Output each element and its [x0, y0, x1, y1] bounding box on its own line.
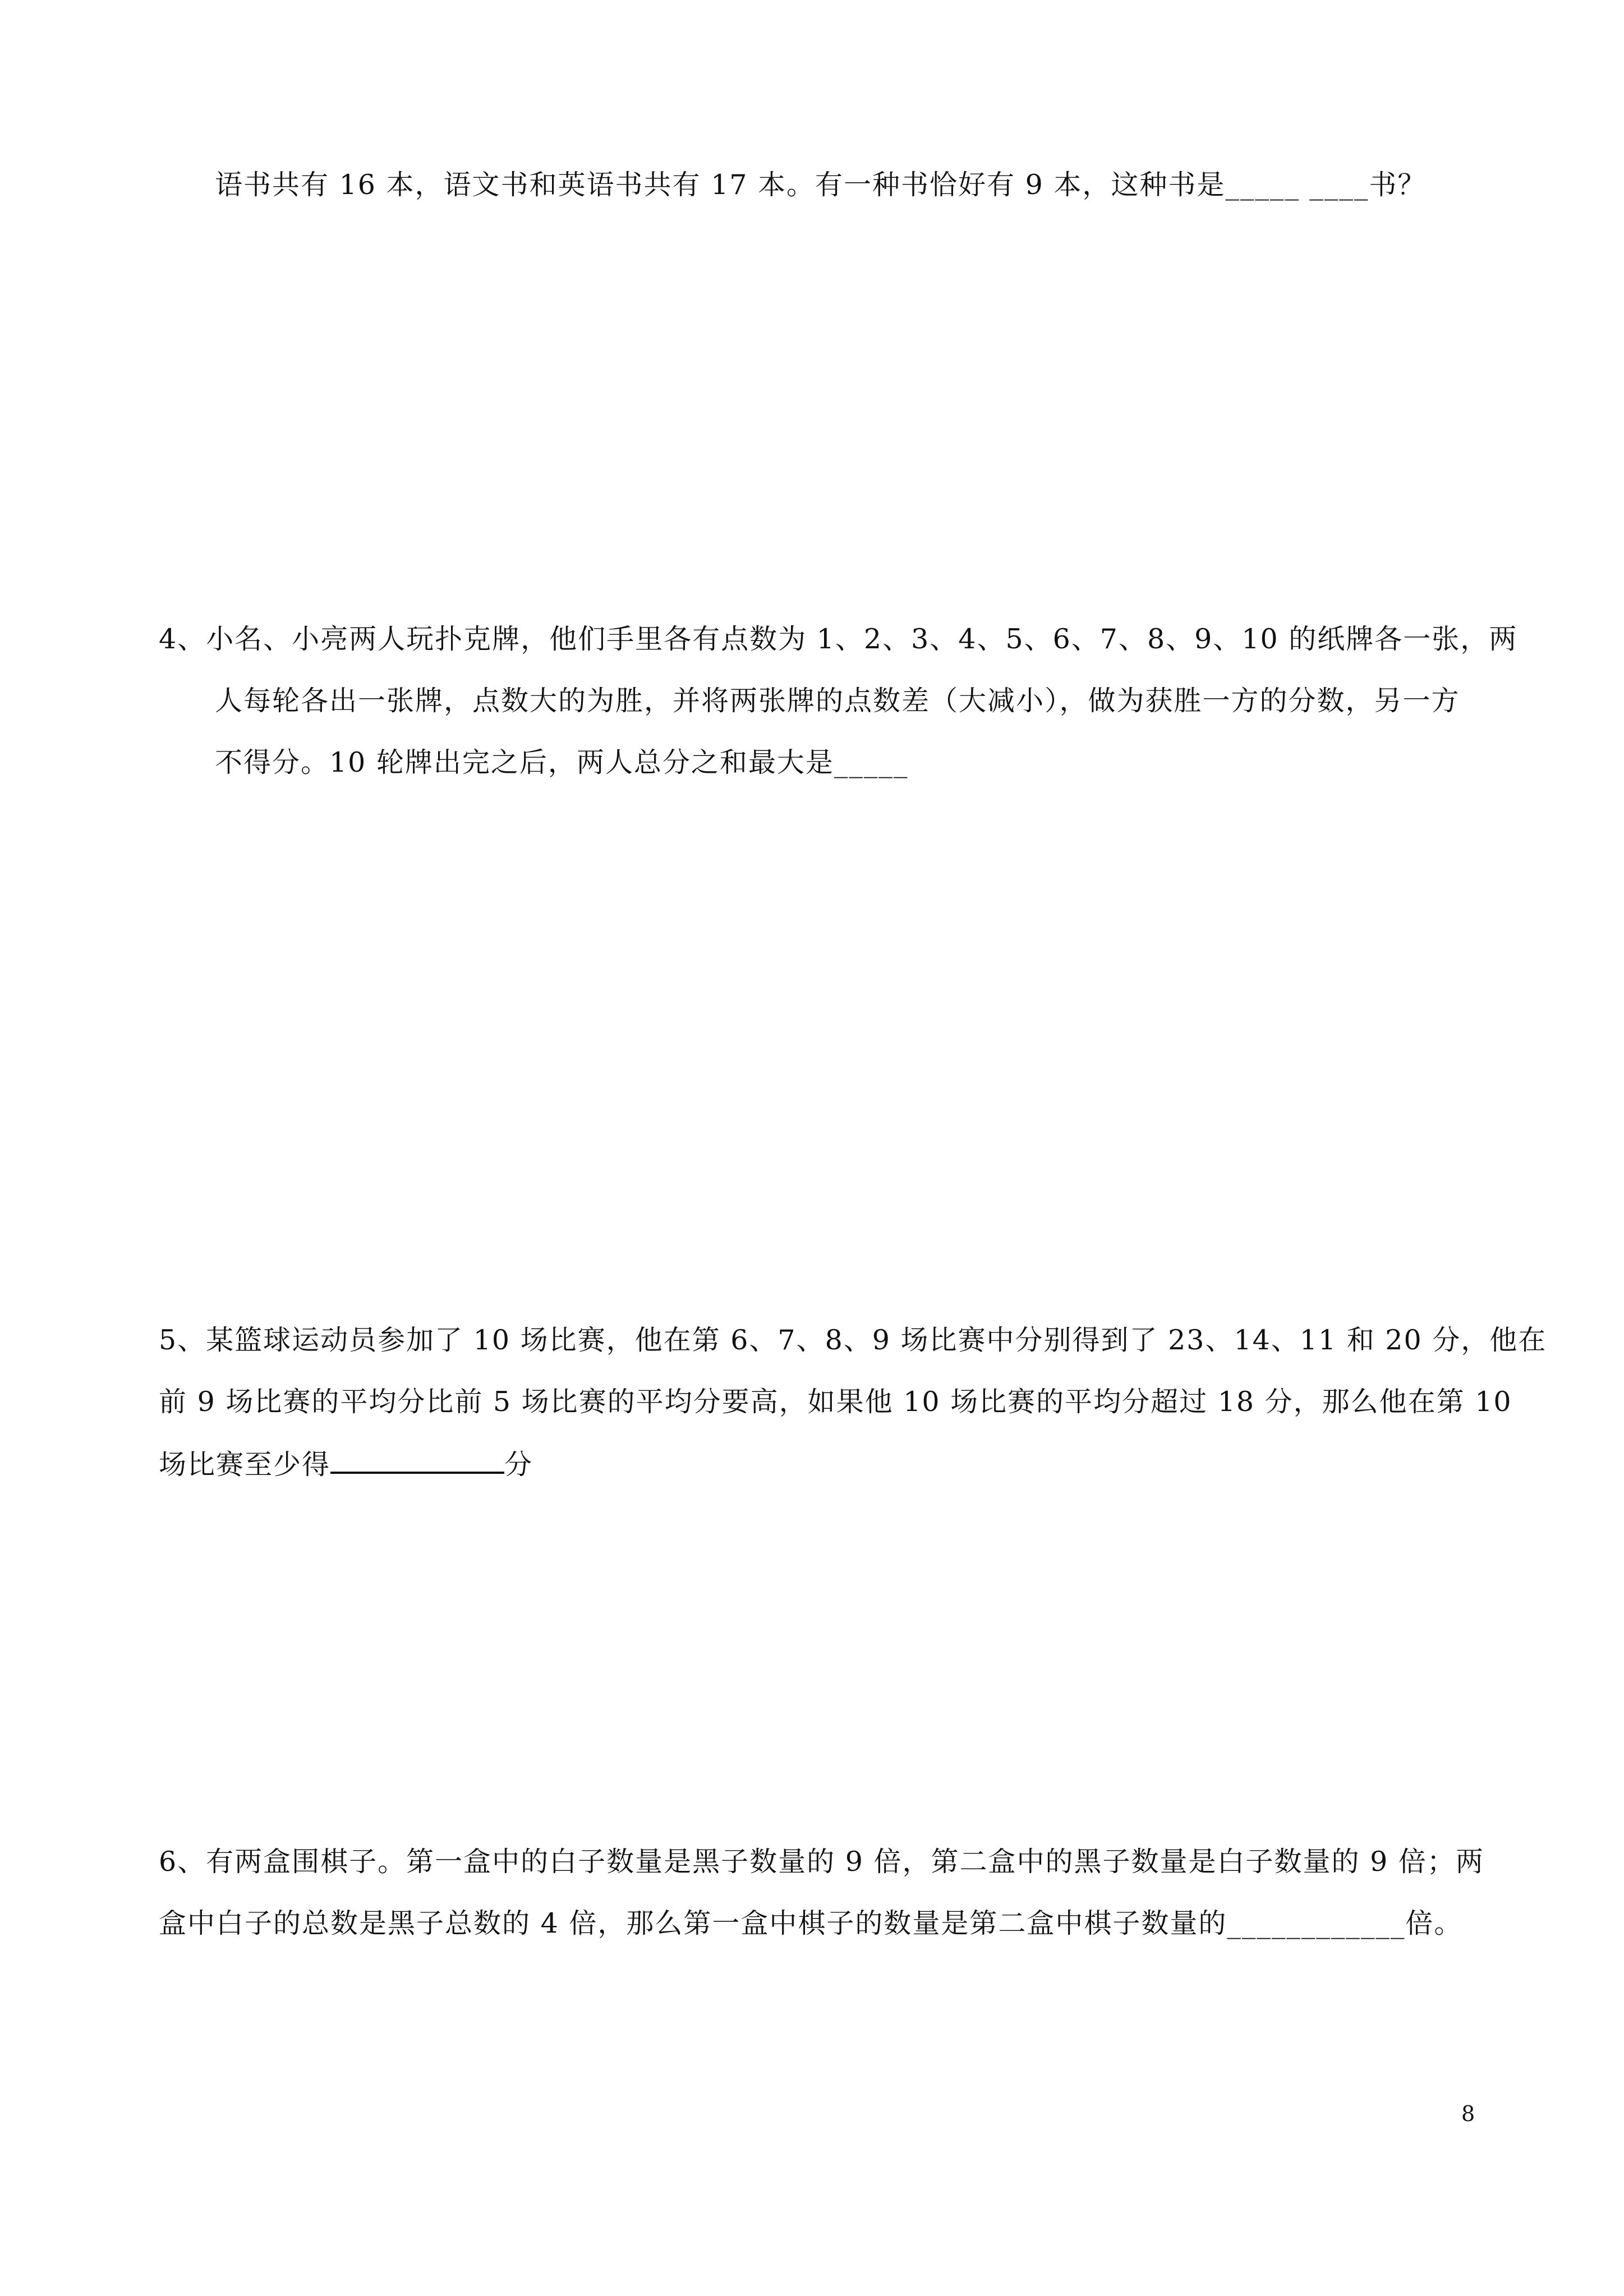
page-number: 8 [1461, 2101, 1475, 2126]
problem-6-line-1: 6、有两盒围棋子。第一盒中的白子数量是黑子数量的 9 倍，第二盒中的黑子数量是白子数量的 9 倍；两 [159, 1846, 1484, 1878]
problem-4-line-2: 人每轮各出一张牌，点数大的为胜，并将两张牌的点数差（大减小），做为获胜一方的分数，另一方 [215, 685, 1460, 717]
problem-5-line-3-unit: 分 [504, 1449, 533, 1481]
problem-5-line-2: 前 9 场比赛的平均分比前 5 场比赛的平均分要高，如果他 10 场比赛的平均分超过 18 分，那么他在第 10 [159, 1386, 1512, 1418]
problem-6-line-2: 盒中白子的总数是黑子总数的 4 倍，那么第一盒中棋子的数量是第二盒中棋子数量的____________倍。 [159, 1907, 1463, 1939]
problem-3-line-1: 语书共有 16 本，语文书和英语书共有 17 本。有一种书恰好有 9 本，这种书是_____ ____书？ [215, 169, 1427, 201]
problem-5-line-1: 5、某篮球运动员参加了 10 场比赛，他在第 6、7、8、9 场比赛中分别得到了 23、14、11 和 20 分，他在 [159, 1324, 1547, 1356]
problem-5-line-3 [159, 1447, 533, 1482]
problem-4-line-1: 4、小名、小亮两人玩扑克牌，他们手里各有点数为 1、2、3、4、5、6、7、8、9、10 的纸牌各一张，两 [159, 623, 1518, 655]
problem-5-line-3-text: 场比赛至少得 [159, 1449, 331, 1481]
answer-blank [330, 1447, 504, 1474]
problem-4-line-3: 不得分。10 轮牌出完之后，两人总分之和最大是_____ [215, 746, 909, 778]
